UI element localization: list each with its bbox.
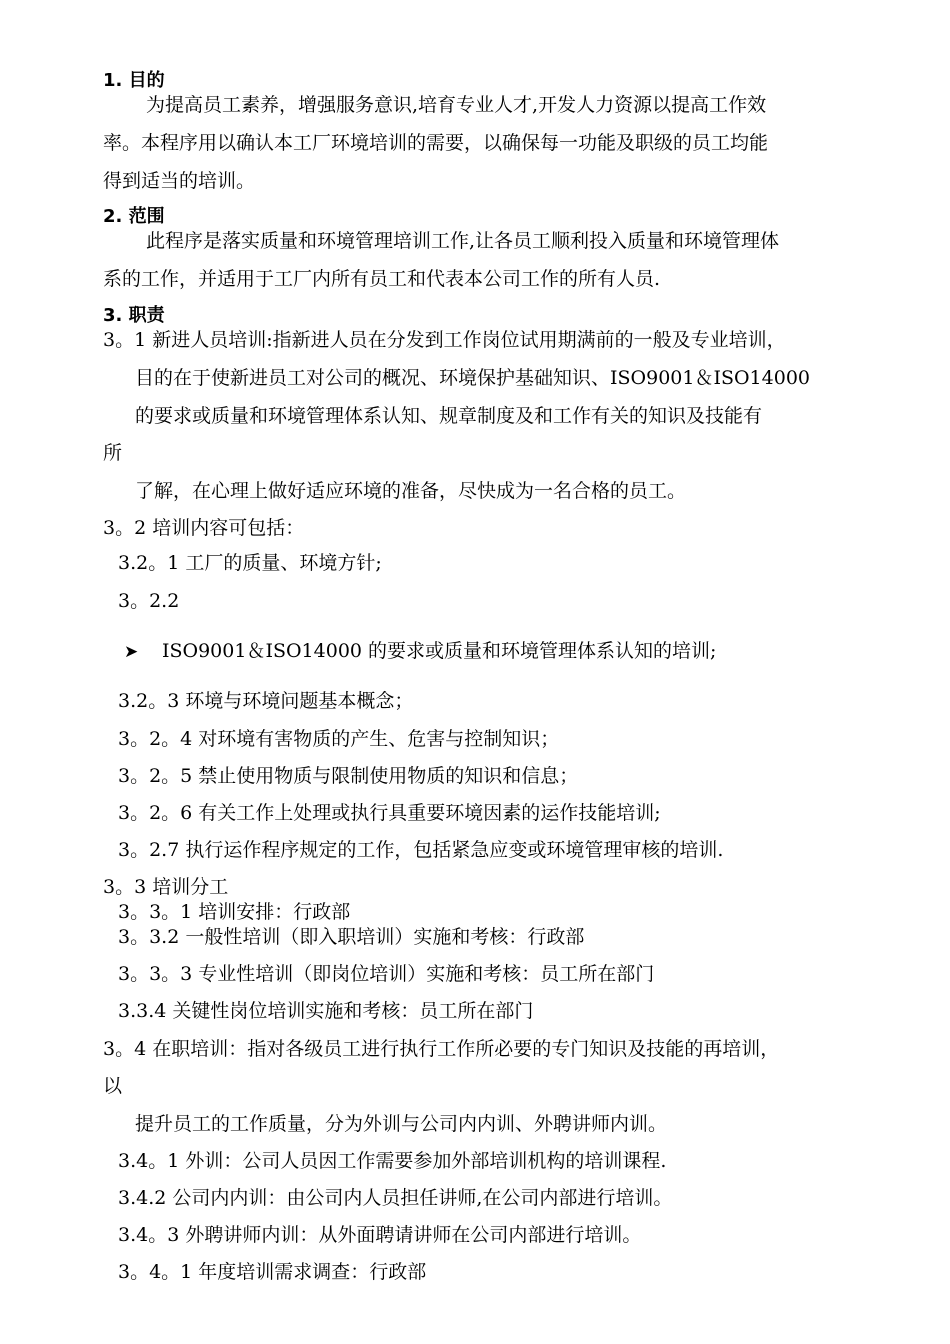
item-3-4-3: 3.4。3 外聘讲师内训：从外面聘请讲师在公司内部进行培训。 [118,1224,642,1246]
item-3-4-1: 3.4。1 外训：公司人员因工作需要参加外部培训机构的培训课程. [118,1150,667,1172]
item-3-1-line: 所 [103,442,123,464]
item-3-2-1: 3.2。1 工厂的质量、环境方针; [118,552,382,574]
item-3-2: 3。2 培训内容可包括： [103,517,305,539]
item-3-3-2: 3。3.2 一般性培训（即入职培训）实施和考核：行政部 [118,926,585,948]
item-3-1-line: 的要求或质量和环境管理体系认知、规章制度及和工作有关的知识及技能有 [135,405,763,427]
item-3-1-line: 目的在于使新进员工对公司的概况、环境保护基础知识、ISO9001＆ISO14000 [135,367,810,389]
item-3-4-line: 3。4 在职培训：指对各级员工进行执行工作所必要的专门知识及技能的再培训， [103,1038,780,1060]
item-3-4-1b: 3。4。1 年度培训需求调查：行政部 [118,1261,427,1283]
item-3-1-line: 了解，在心理上做好适应环境的准备，尽快成为一名合格的员工。 [135,480,687,502]
section-heading-purpose: 1. 目的 [103,70,165,91]
item-3-2-5: 3。2。5 禁止使用物质与限制使用物质的知识和信息； [118,765,579,787]
item-3-3-4: 3.3.4 关键性岗位培训实施和考核：员工所在部门 [118,1000,534,1022]
item-3-2-6: 3。2。6 有关工作上处理或执行具重要环境因素的运作技能培训; [118,802,661,824]
paragraph-line: 此程序是落实质量和环境管理培训工作,让各员工顺利投入质量和环境管理体 [146,230,780,252]
item-3-3: 3。3 培训分工 [103,876,229,898]
arrow-bullet-icon: ➤ [124,642,139,662]
item-3-2-7: 3。2.7 执行运作程序规定的工作，包括紧急应变或环境管理审核的培训. [118,839,724,861]
item-3-2-2-bullet: ISO9001＆ISO14000 的要求或质量和环境管理体系认知的培训; [162,640,717,662]
item-3-4-2: 3.4.2 公司内内训：由公司内人员担任讲师,在公司内部进行培训。 [118,1187,673,1209]
item-3-3-3: 3。3。3 专业性培训（即岗位培训）实施和考核：员工所在部门 [118,963,655,985]
item-3-1-line: 3。1 新进人员培训:指新进人员在分发到工作岗位试用期满前的一般及专业培训， [103,329,786,351]
paragraph-line: 系的工作，并适用于工厂内所有员工和代表本公司工作的所有人员. [103,268,661,290]
item-3-2-3: 3.2。3 环境与环境问题基本概念； [118,690,414,712]
item-3-4-line: 提升员工的工作质量，分为外训与公司内内训、外聘讲师内训。 [135,1113,668,1135]
section-heading-scope: 2. 范围 [103,206,165,227]
item-3-4-line: 以 [103,1075,123,1097]
paragraph-line: 为提高员工素养，增强服务意识,培育专业人才,开发人力资源以提高工作效 [146,94,767,116]
item-3-2-4: 3。2。4 对环境有害物质的产生、危害与控制知识； [118,728,560,750]
section-heading-responsibility: 3. 职责 [103,305,165,326]
paragraph-line: 得到适当的培训。 [103,170,256,192]
paragraph-line: 率。本程序用以确认本工厂环境培训的需要，以确保每一功能及职级的员工均能 [103,132,769,154]
item-3-3-1: 3。3。1 培训安排：行政部 [118,901,351,923]
item-3-2-2: 3。2.2 [118,590,180,612]
